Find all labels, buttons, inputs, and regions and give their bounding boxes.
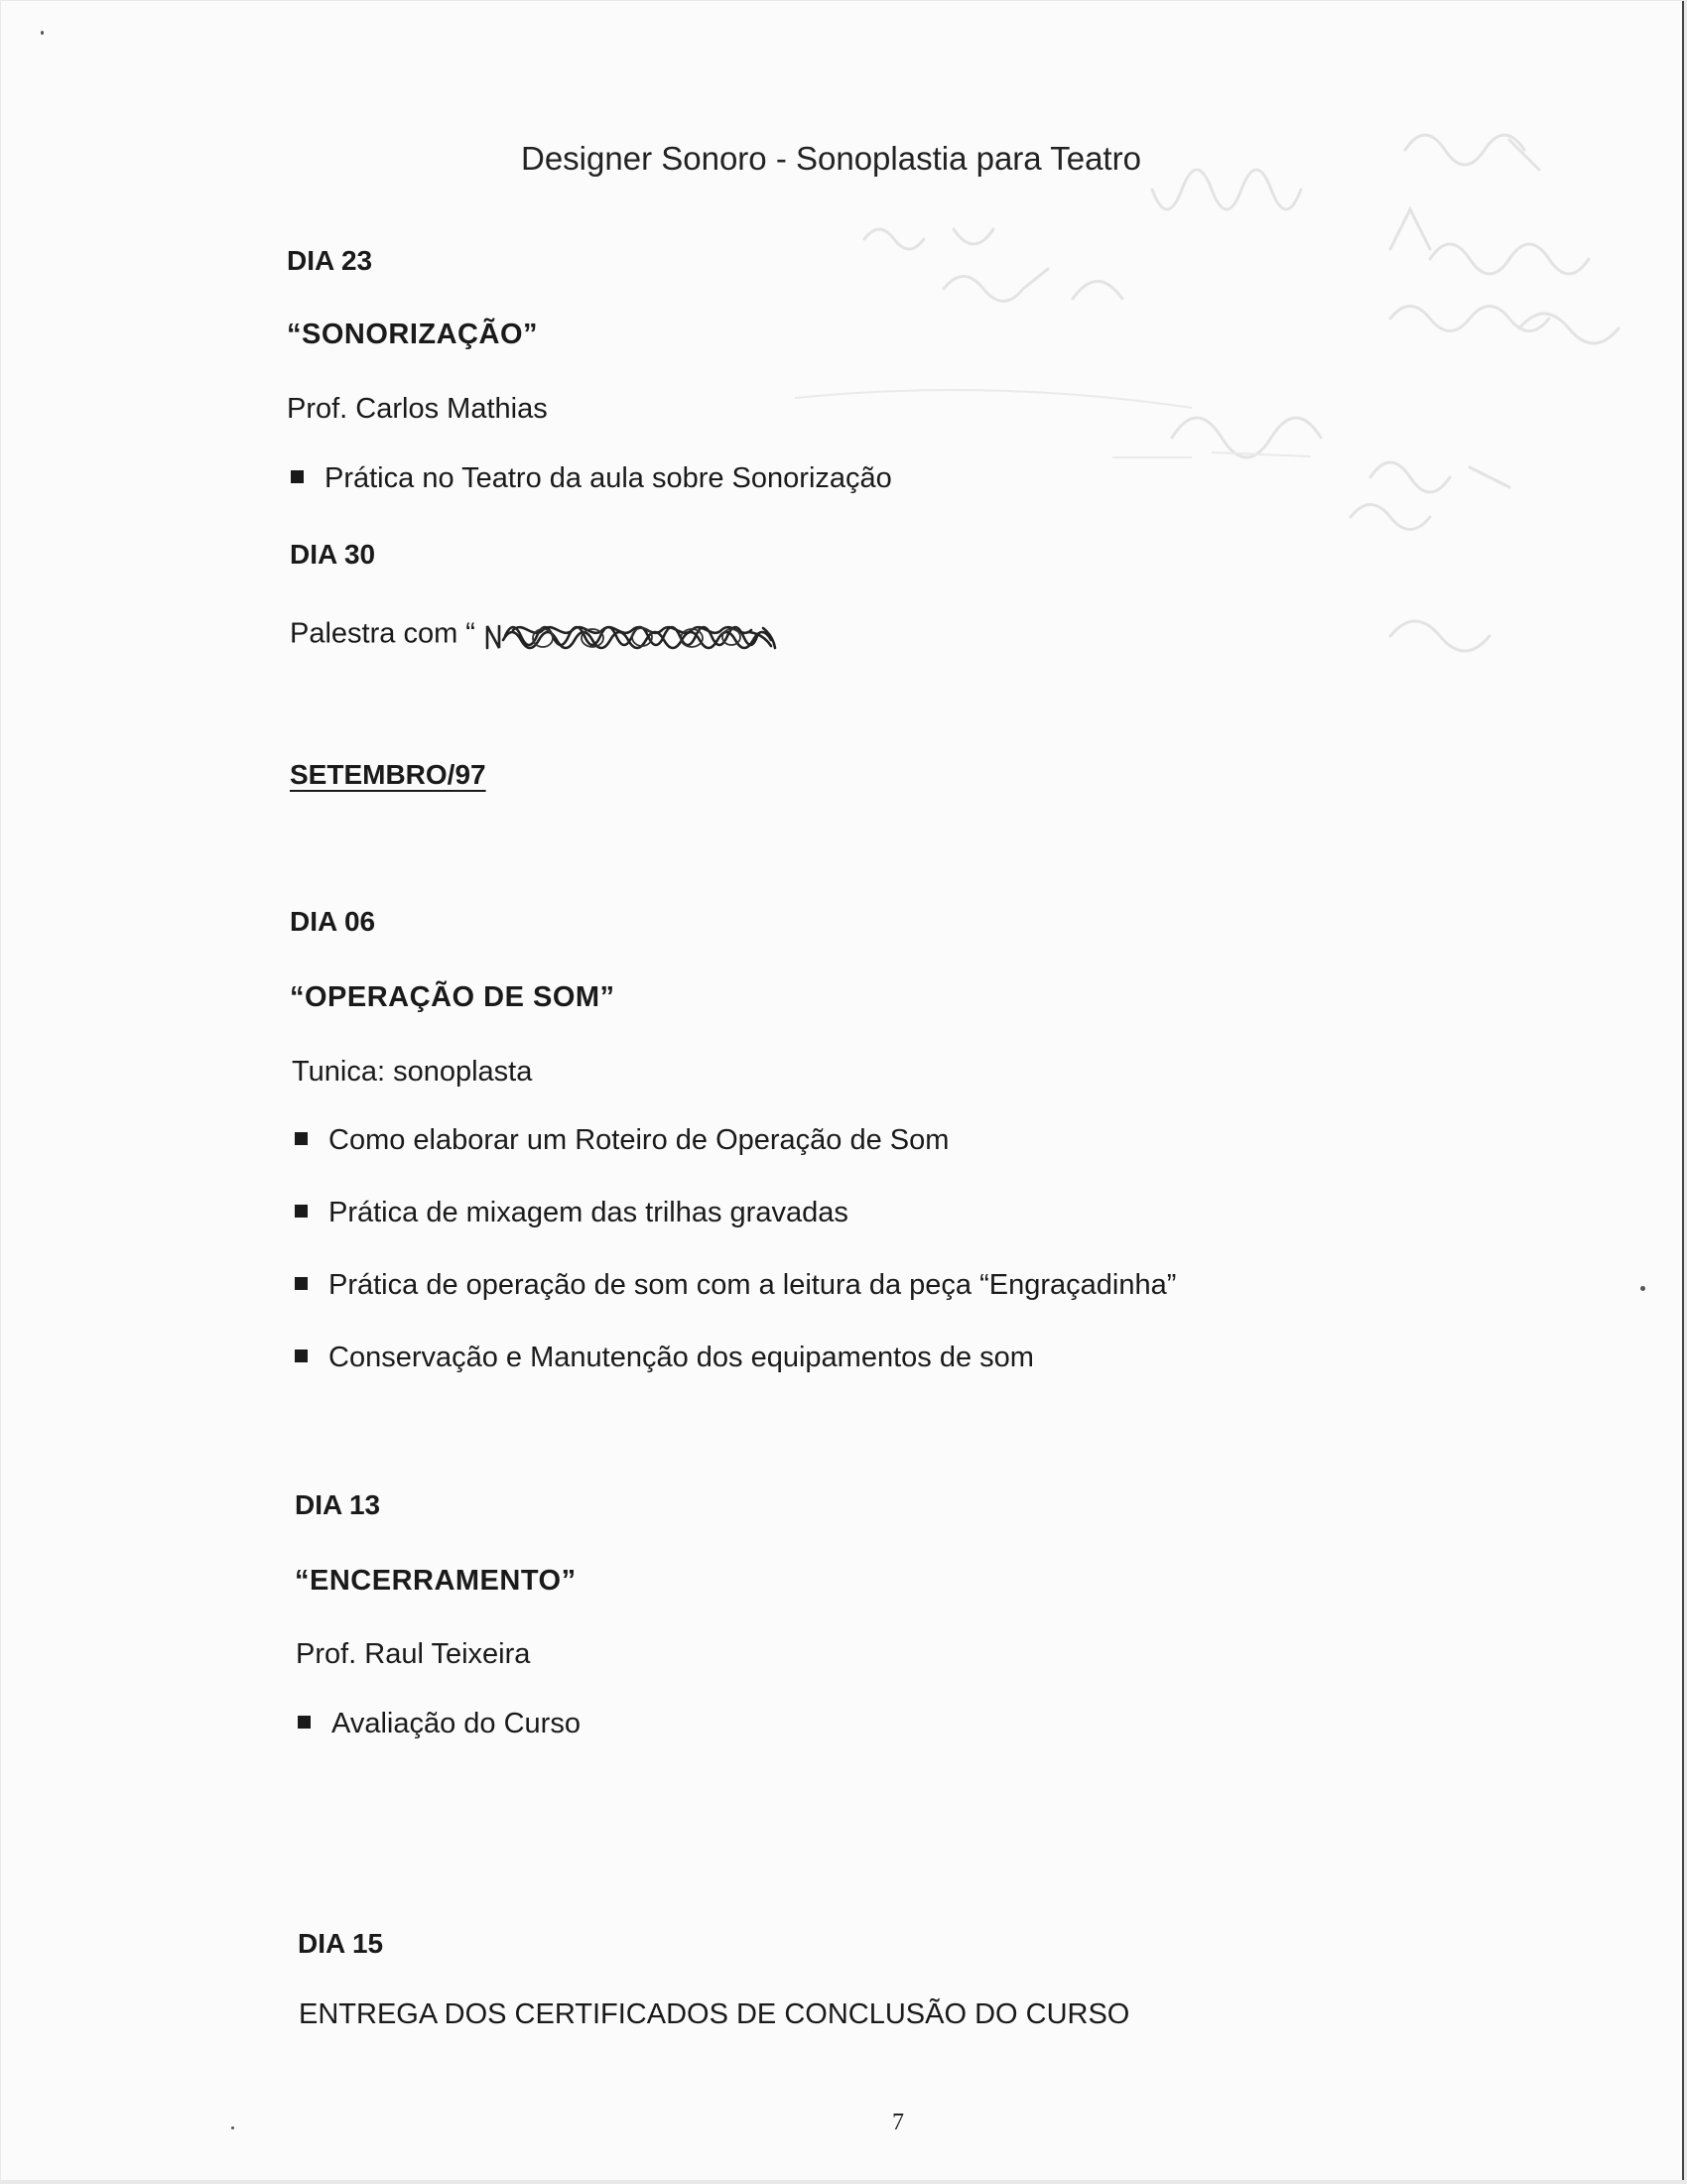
teacher-name: Prof. Raul Teixeira: [296, 1638, 531, 1670]
list-item: [295, 1124, 949, 1157]
list-item-text: Avaliação do Curso: [331, 1708, 581, 1739]
list-item: [295, 1197, 848, 1229]
square-bullet-icon: [298, 1716, 311, 1729]
scan-speck: [41, 31, 44, 35]
list-item-text: Como elaborar um Roteiro de Operação de Som: [328, 1124, 950, 1156]
square-bullet-icon: [295, 1277, 308, 1290]
teacher-name: Tunica: sonoplasta: [292, 1056, 533, 1088]
teacher-name: Prof. Carlos Mathias: [287, 393, 548, 425]
show-through-marks: [1, 1, 1684, 755]
square-bullet-icon: [295, 1205, 308, 1218]
day-heading: DIA 30: [290, 539, 376, 570]
page-number: 7: [892, 2110, 904, 2135]
topic-heading: “SONORIZAÇÃO”: [287, 319, 538, 350]
day-heading: DIA 15: [298, 1928, 384, 1959]
closing-text: ENTREGA DOS CERTIFICADOS DE CONCLUSÃO DO CURSO: [299, 1998, 1130, 2030]
list-item: [291, 462, 892, 495]
redaction-scribble-icon: [483, 612, 781, 658]
topic-heading: “ENCERRAMENTO”: [295, 1565, 577, 1597]
day-heading: DIA 06: [290, 906, 376, 937]
scan-speck: [231, 2126, 234, 2129]
day-heading: DIA 23: [287, 245, 373, 276]
lecture-line: [290, 612, 781, 658]
month-heading: SETEMBRO/97: [290, 759, 486, 790]
list-item-text: Prática de mixagem das trilhas gravadas: [328, 1197, 848, 1228]
square-bullet-icon: [291, 470, 304, 483]
list-item: [295, 1342, 1034, 1374]
square-bullet-icon: [295, 1132, 308, 1145]
list-item-text: Prática no Teatro da aula sobre Sonorização: [324, 462, 892, 494]
list-item: [298, 1708, 581, 1740]
document-title: Designer Sonoro - Sonoplastia para Teatro: [521, 140, 1141, 177]
square-bullet-icon: [295, 1349, 308, 1362]
day-heading: DIA 13: [295, 1489, 381, 1520]
document-page: [1, 1, 1684, 2180]
topic-heading: “OPERAÇÃO DE SOM”: [290, 981, 615, 1013]
list-item-text: Prática de operação de som com a leitura da peça “Engraçadinha”: [328, 1269, 1177, 1301]
list-item-text: Conservação e Manutenção dos equipamentos de som: [328, 1342, 1034, 1373]
lecture-prefix: Palestra com “: [290, 617, 475, 650]
list-item: [295, 1269, 1176, 1302]
scan-speck: [1640, 1286, 1645, 1291]
